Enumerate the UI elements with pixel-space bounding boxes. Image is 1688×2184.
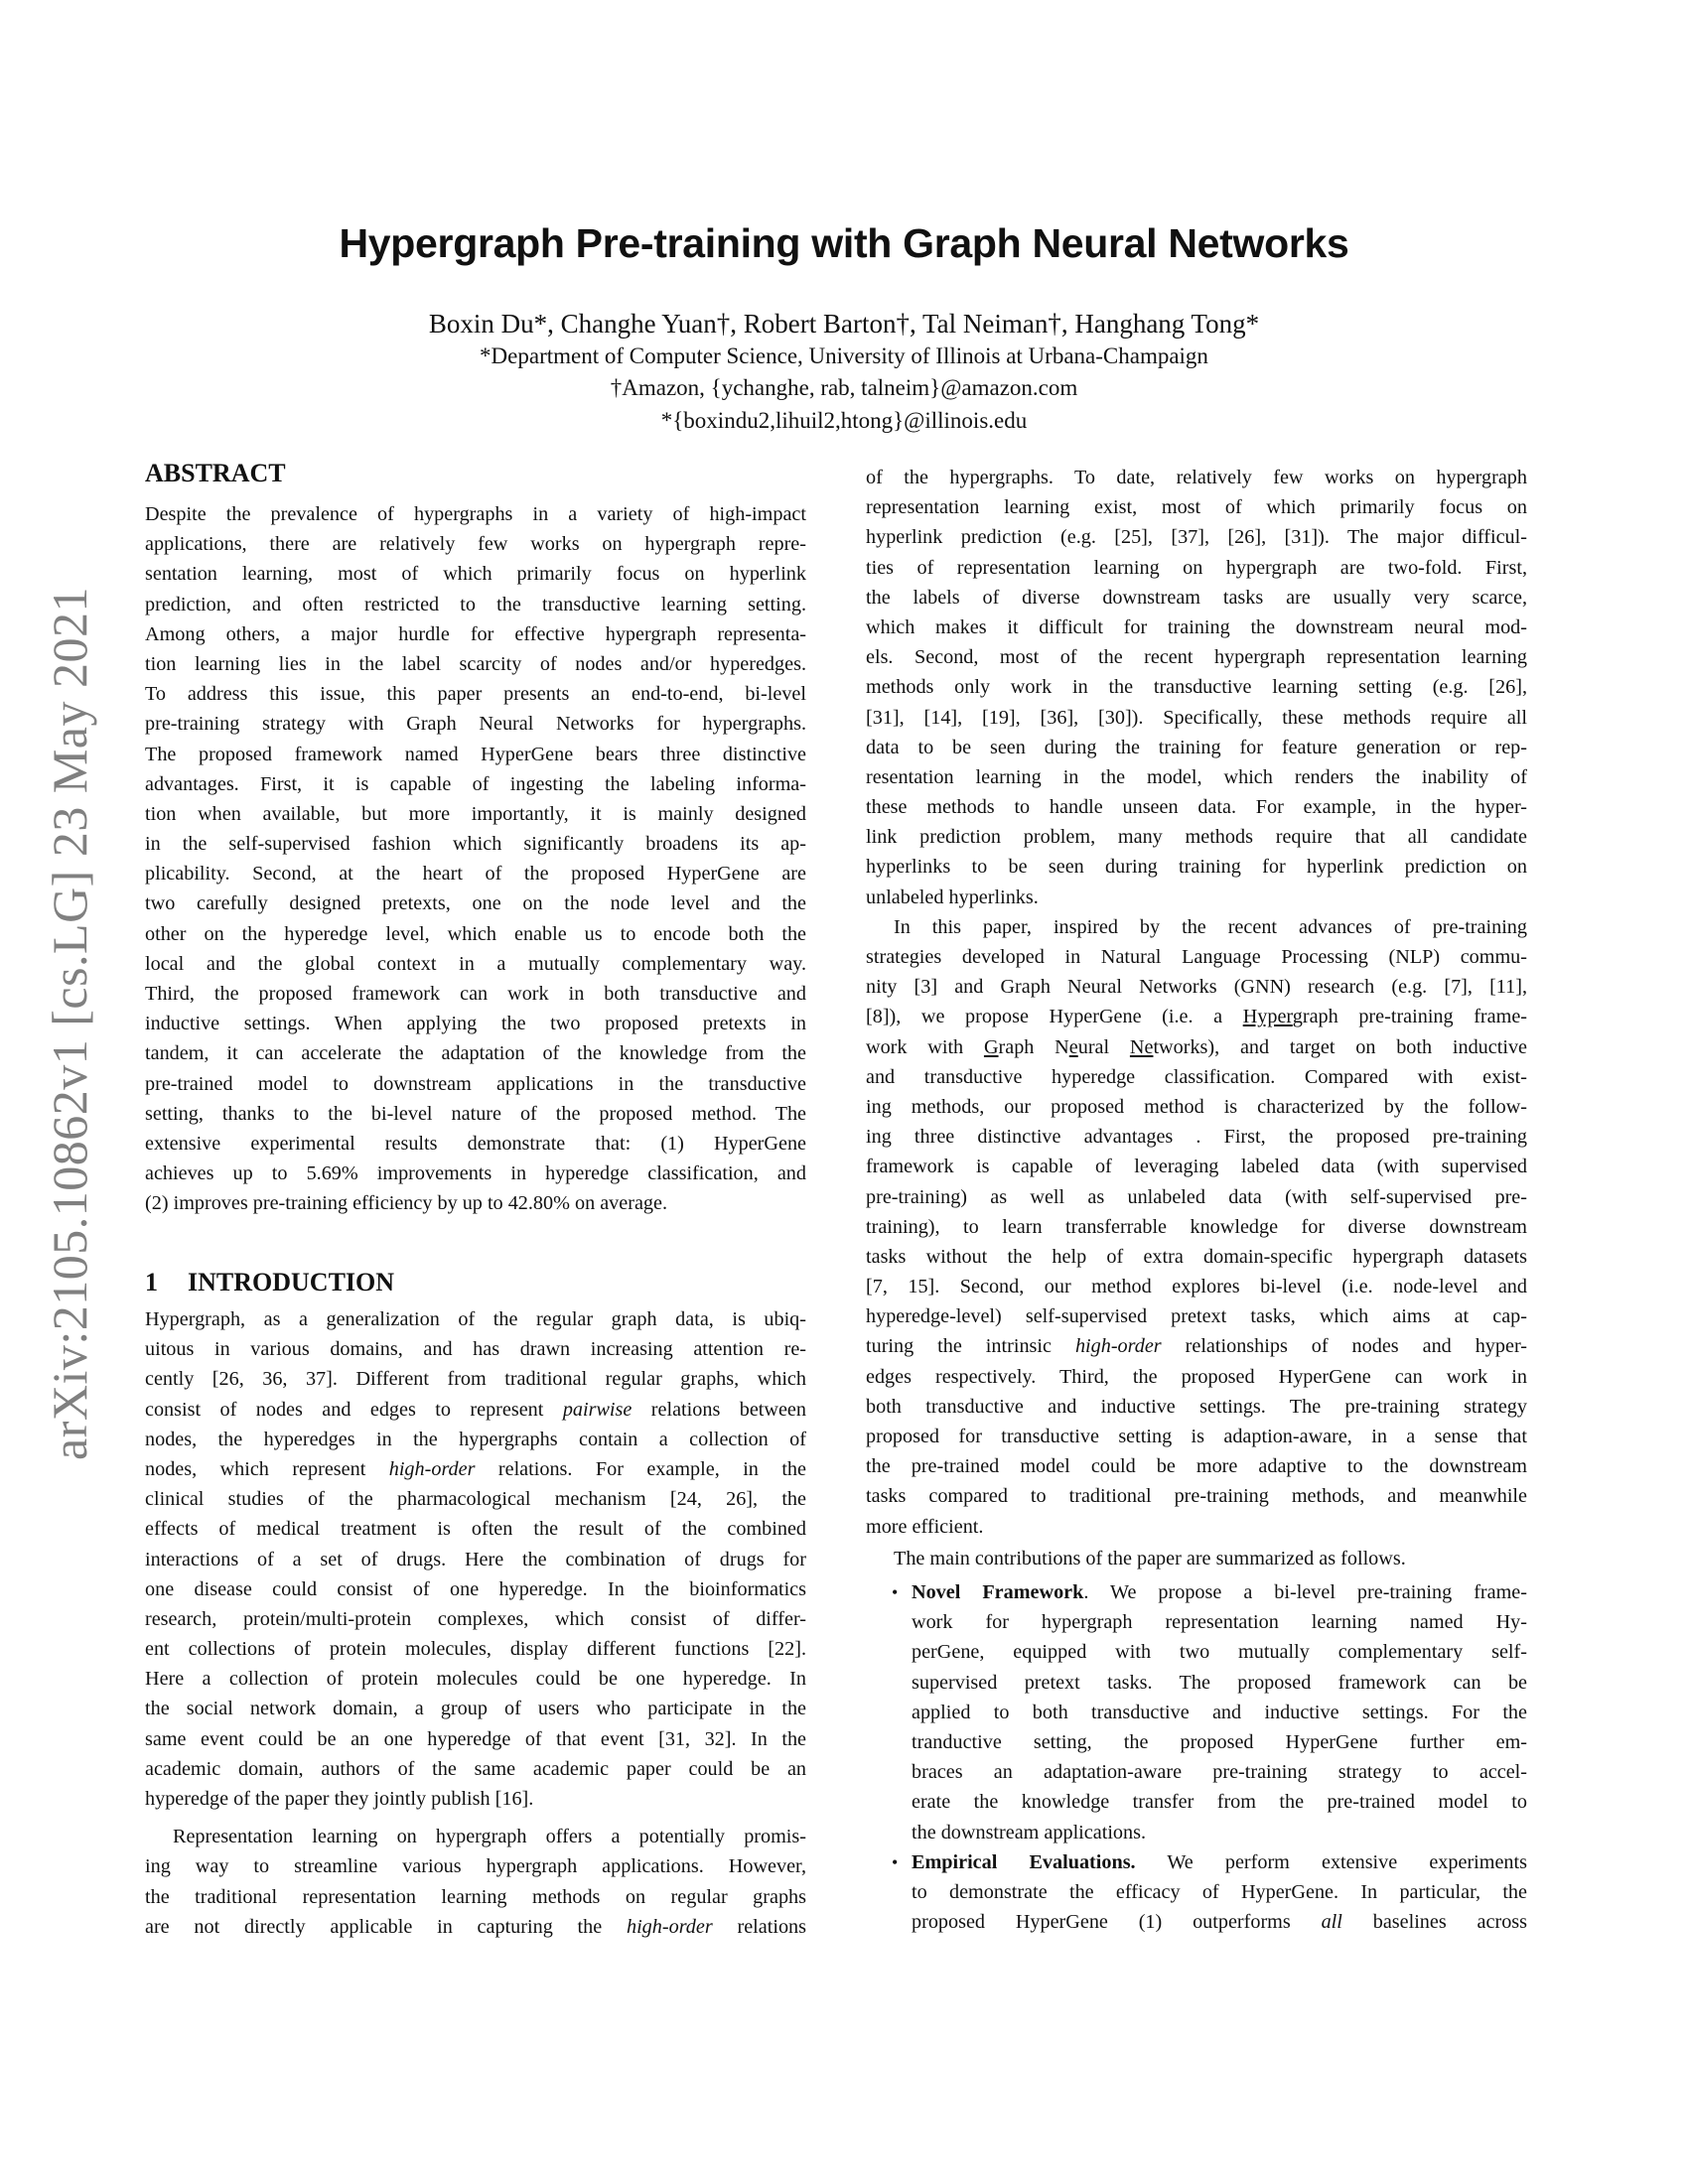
underlined-text: e (1068, 1035, 1078, 1058)
text-line: [8]), we propose HyperGene (i.e. a Hypergraph pre-training frame- (866, 1006, 1528, 1028)
paragraph (866, 463, 1527, 912)
text-line: local and the global context in a mutually complementary way. (145, 952, 806, 975)
text-line: inductive settings. When applying the two proposed pretexts in (145, 1013, 806, 1035)
text-line: In this paper, inspired by the recent advances of pre-training (894, 915, 1527, 938)
text-line: erate the knowledge transfer from the pre-trained model to (912, 1791, 1527, 1814)
emphasis-text: pairwise (562, 1398, 633, 1421)
abstract-heading: ABSTRACT (145, 459, 286, 487)
text-line: the downstream applications. (912, 1821, 1147, 1843)
text-line: clinical studies of the pharmacological mechanism [24, 26], the (145, 1488, 806, 1511)
text-line: tranductive setting, the proposed HyperGene further em- (912, 1730, 1527, 1753)
text-line: ent collections of protein molecules, display different functions [22]. (145, 1638, 806, 1661)
text-line: hyperedge-level) self-supervised pretext tasks, which aims at cap- (866, 1305, 1527, 1328)
text-line: the pre-trained model could be more adaptive to the downstream (866, 1455, 1527, 1478)
affiliation: *{boxindu2,lihuil2,htong}@illinois.edu (660, 408, 1028, 433)
text-line: Here a collection of protein molecules could be one hyperedge. In (145, 1668, 806, 1691)
text-line: turing the intrinsic high-order relationships of nodes and hyper- (866, 1335, 1527, 1358)
text-line: one disease could consist of one hyperedge. In the bioinformatics (145, 1577, 806, 1600)
text-line: unlabeled hyperlinks. (866, 886, 1039, 908)
text-line: strategies developed in Natural Language Processing (NLP) commu- (866, 946, 1527, 968)
underlined-text: G (983, 1035, 999, 1058)
text-line: interactions of a set of drugs. Here the combination of drugs for (145, 1548, 806, 1570)
text-line: nity [3] and Graph Neural Networks (GNN) research (e.g. [7], [11], (866, 976, 1527, 999)
author-list: Boxin Du*, Changhe Yuan†, Robert Barton†, Tal Neiman†, Hanghang Tong* (428, 309, 1260, 339)
text-line: The main contributions of the paper are summarized as follows. (894, 1547, 1406, 1570)
bold-text: Empirical Evaluations. (912, 1850, 1136, 1873)
text-line: Novel Framework. We propose a bi-level pre-training frame- (912, 1581, 1527, 1603)
text-line: work with Graph Neural Networks), and target on both inductive (866, 1035, 1527, 1058)
paragraph (866, 1544, 1527, 1573)
emphasis-text: all (1321, 1911, 1342, 1934)
bullet-icon: • (892, 1851, 899, 1872)
text-line: nodes, the hyperedges in the hypergraphs contain a collection of (145, 1428, 806, 1450)
text-line: effects of medical treatment is often the result of the combined (145, 1518, 806, 1541)
bullet-icon: • (892, 1582, 899, 1602)
text-line: which makes it difficult for training the downstream neural mod- (866, 615, 1527, 638)
text-line: uitous in various domains, and has drawn increasing attention re- (145, 1338, 806, 1361)
contributions-list (892, 1577, 1527, 1937)
text-line: consist of nodes and edges to represent pairwise relations between (145, 1398, 806, 1421)
affiliation: †Amazon, {ychanghe, rab, talneim}@amazon.com (610, 375, 1078, 400)
paragraph (866, 912, 1527, 1542)
text-line: hyperedge of the paper they jointly publish [16]. (145, 1788, 534, 1810)
text-line: nodes, which represent high-order relations. For example, in the (145, 1457, 806, 1480)
text-line: Despite the prevalence of hypergraphs in a variety of high-impact (145, 503, 806, 525)
text-line: applied to both transductive and inductive settings. For the (912, 1701, 1527, 1723)
introduction-right-paragraph (866, 463, 1527, 1573)
text-line: Representation learning on hypergraph offers a potentially promis- (173, 1826, 806, 1848)
text-line: To address this issue, this paper presents an end-to-end, bi-level (145, 683, 806, 706)
text-line: the social network domain, a group of users who participate in the (145, 1698, 806, 1720)
list-item (892, 1577, 1527, 1847)
text-line: the labels of diverse downstream tasks are usually very scarce, (866, 586, 1527, 609)
bold-text: Novel Framework (912, 1581, 1084, 1603)
text-line: tasks compared to traditional pre-training methods, and meanwhile (866, 1485, 1527, 1508)
text-line: prediction, and often restricted to the transductive learning setting. (145, 593, 806, 615)
text-line: both transductive and inductive settings. The pre-training strategy (866, 1395, 1527, 1418)
text-line: and transductive hyperedge classification. Compared with exist- (866, 1065, 1527, 1088)
text-line: of the hypergraphs. To date, relatively few works on hypergraph (866, 467, 1527, 488)
text-line: tion when available, but more importantly, it is mainly designed (145, 802, 806, 825)
introduction-left-paragraph (145, 1304, 806, 1942)
text-line: plicability. Second, at the heart of the proposed HyperGene are (145, 863, 806, 886)
affiliation: *Department of Computer Science, University of Illinois at Urbana-Champaign (480, 343, 1208, 368)
text-line: extensive experimental results demonstrate that: (1) HyperGene (145, 1132, 806, 1155)
text-line: resentation learning in the model, which renders the inability of (866, 765, 1527, 788)
text-line: representation learning exist, most of which primarily focus on (866, 496, 1527, 519)
text-line: proposed HyperGene (1) outperforms all baselines across (912, 1911, 1527, 1934)
text-line: the traditional representation learning methods on regular graphs (145, 1885, 806, 1908)
text-line: applications, there are relatively few works on hypergraph repre- (145, 533, 806, 556)
text-line: The proposed framework named HyperGene bears three distinctive (145, 743, 806, 765)
text-line: to demonstrate the efficacy of HyperGene. In particular, the (912, 1880, 1527, 1903)
text-line: these methods to handle unseen data. For example, in the hyper- (866, 796, 1527, 819)
text-line: training), to learn transferrable knowledge for diverse downstream (866, 1215, 1527, 1238)
abstract-body (145, 499, 806, 1219)
paragraph (145, 1822, 806, 1942)
text-line: Empirical Evaluations. We perform extensive experiments (912, 1850, 1527, 1873)
text-line: data to be seen during the training for feature generation or rep- (866, 736, 1527, 758)
text-line: cently [26, 36, 37]. Different from traditional regular graphs, which (145, 1368, 806, 1391)
text-line: framework is capable of leveraging labeled data (with supervised (866, 1156, 1527, 1178)
text-line: pre-training strategy with Graph Neural Networks for hypergraphs. (145, 713, 806, 736)
text-line: ing three distinctive advantages . First, the proposed pre-training (866, 1126, 1527, 1149)
text-line: achieves up to 5.69% improvements in hyperedge classification, and (145, 1162, 806, 1185)
text-line: Among others, a major hurdle for effective hypergraph representa- (145, 622, 806, 645)
text-line: [31], [14], [19], [36], [30]). Specifically, these methods require all (866, 706, 1527, 729)
text-line: methods only work in the transductive learning setting (e.g. [26], (866, 676, 1527, 699)
text-line: (2) improves pre-training efficiency by up to 42.80% on average. (145, 1192, 668, 1215)
text-line: perGene, equipped with two mutually complementary self- (912, 1641, 1527, 1664)
text-line: more efficient. (866, 1515, 984, 1538)
underlined-text: Hyper (1242, 1006, 1293, 1028)
text-line: tion learning lies in the label scarcity of nodes and/or hyperedges. (145, 652, 806, 675)
text-line: ties of representation learning on hypergraph are two-fold. First, (866, 556, 1527, 579)
text-line: hyperlink prediction (e.g. [25], [37], [26], [31]). The major difficul- (866, 526, 1527, 549)
text-line: link prediction problem, many methods require that all candidate (866, 826, 1527, 849)
text-line: edges respectively. Third, the proposed HyperGene can work in (866, 1365, 1527, 1388)
section-title: INTRODUCTION (188, 1268, 395, 1297)
emphasis-text: high-order (388, 1457, 476, 1480)
emphasis-text: high-order (626, 1915, 713, 1938)
text-line: same event could be an one hyperedge of that event [31, 32]. In the (145, 1727, 806, 1750)
text-line: setting, thanks to the bi-level nature of the proposed method. The (145, 1102, 806, 1125)
text-line: academic domain, authors of the same academic paper could be an (145, 1757, 806, 1780)
emphasis-text: high-order (1074, 1335, 1162, 1358)
text-line: in the self-supervised fashion which significantly broadens its ap- (145, 833, 806, 856)
paragraph (145, 1304, 806, 1814)
text-line: braces an adaptation-aware pre-training strategy to accel- (912, 1761, 1527, 1784)
introduction-heading (145, 1268, 394, 1297)
text-line: two carefully designed pretexts, one on the node level and the (145, 892, 806, 915)
text-line: ing way to streamline various hypergraph applications. However, (145, 1855, 806, 1878)
text-line: hyperlinks to be seen during training for hyperlink prediction on (866, 856, 1527, 879)
text-line: [7, 15]. Second, our method explores bi-level (i.e. node-level and (866, 1276, 1527, 1298)
text-line: other on the hyperedge level, which enable us to encode both the (145, 922, 806, 945)
text-line: pre-trained model to downstream applications in the transductive (145, 1072, 806, 1095)
text-line: Third, the proposed framework can work in both transductive and (145, 983, 806, 1005)
paragraph (145, 499, 806, 1219)
text-line: ing methods, our proposed method is characterized by the follow- (866, 1095, 1527, 1118)
text-line: sentation learning, most of which primarily focus on hyperlink (145, 563, 806, 586)
text-line: els. Second, most of the recent hypergraph representation learning (866, 646, 1527, 669)
text-line: tandem, it can accelerate the adaptation of the knowledge from the (145, 1042, 806, 1065)
text-line: pre-training) as well as unlabeled data (with self-supervised pre- (866, 1185, 1527, 1208)
list-item (892, 1847, 1527, 1938)
text-line: tasks without the help of extra domain-specific hypergraph datasets (866, 1245, 1527, 1268)
text-line: are not directly applicable in capturing the high-order relations (145, 1915, 806, 1938)
underlined-text: Ne (1129, 1035, 1154, 1058)
paper-title: Hypergraph Pre-training with Graph Neural Networks (339, 220, 1349, 266)
text-line: proposed for transductive setting is adaption-aware, in a sense that (866, 1426, 1527, 1447)
text-line: advantages. First, it is capable of ingesting the labeling informa- (145, 772, 806, 795)
arxiv-stamp: arXiv:2105.10862v1 [cs.LG] 23 May 2021 (42, 587, 97, 1460)
text-line: work for hypergraph representation learning named Hy- (912, 1611, 1527, 1634)
text-line: supervised pretext tasks. The proposed framework can be (912, 1671, 1527, 1694)
text-line: Hypergraph, as a generalization of the regular graph data, is ubiq- (145, 1308, 806, 1330)
text-line: research, protein/multi-protein complexes, which consist of differ- (145, 1607, 806, 1630)
section-number: 1 (145, 1268, 158, 1297)
